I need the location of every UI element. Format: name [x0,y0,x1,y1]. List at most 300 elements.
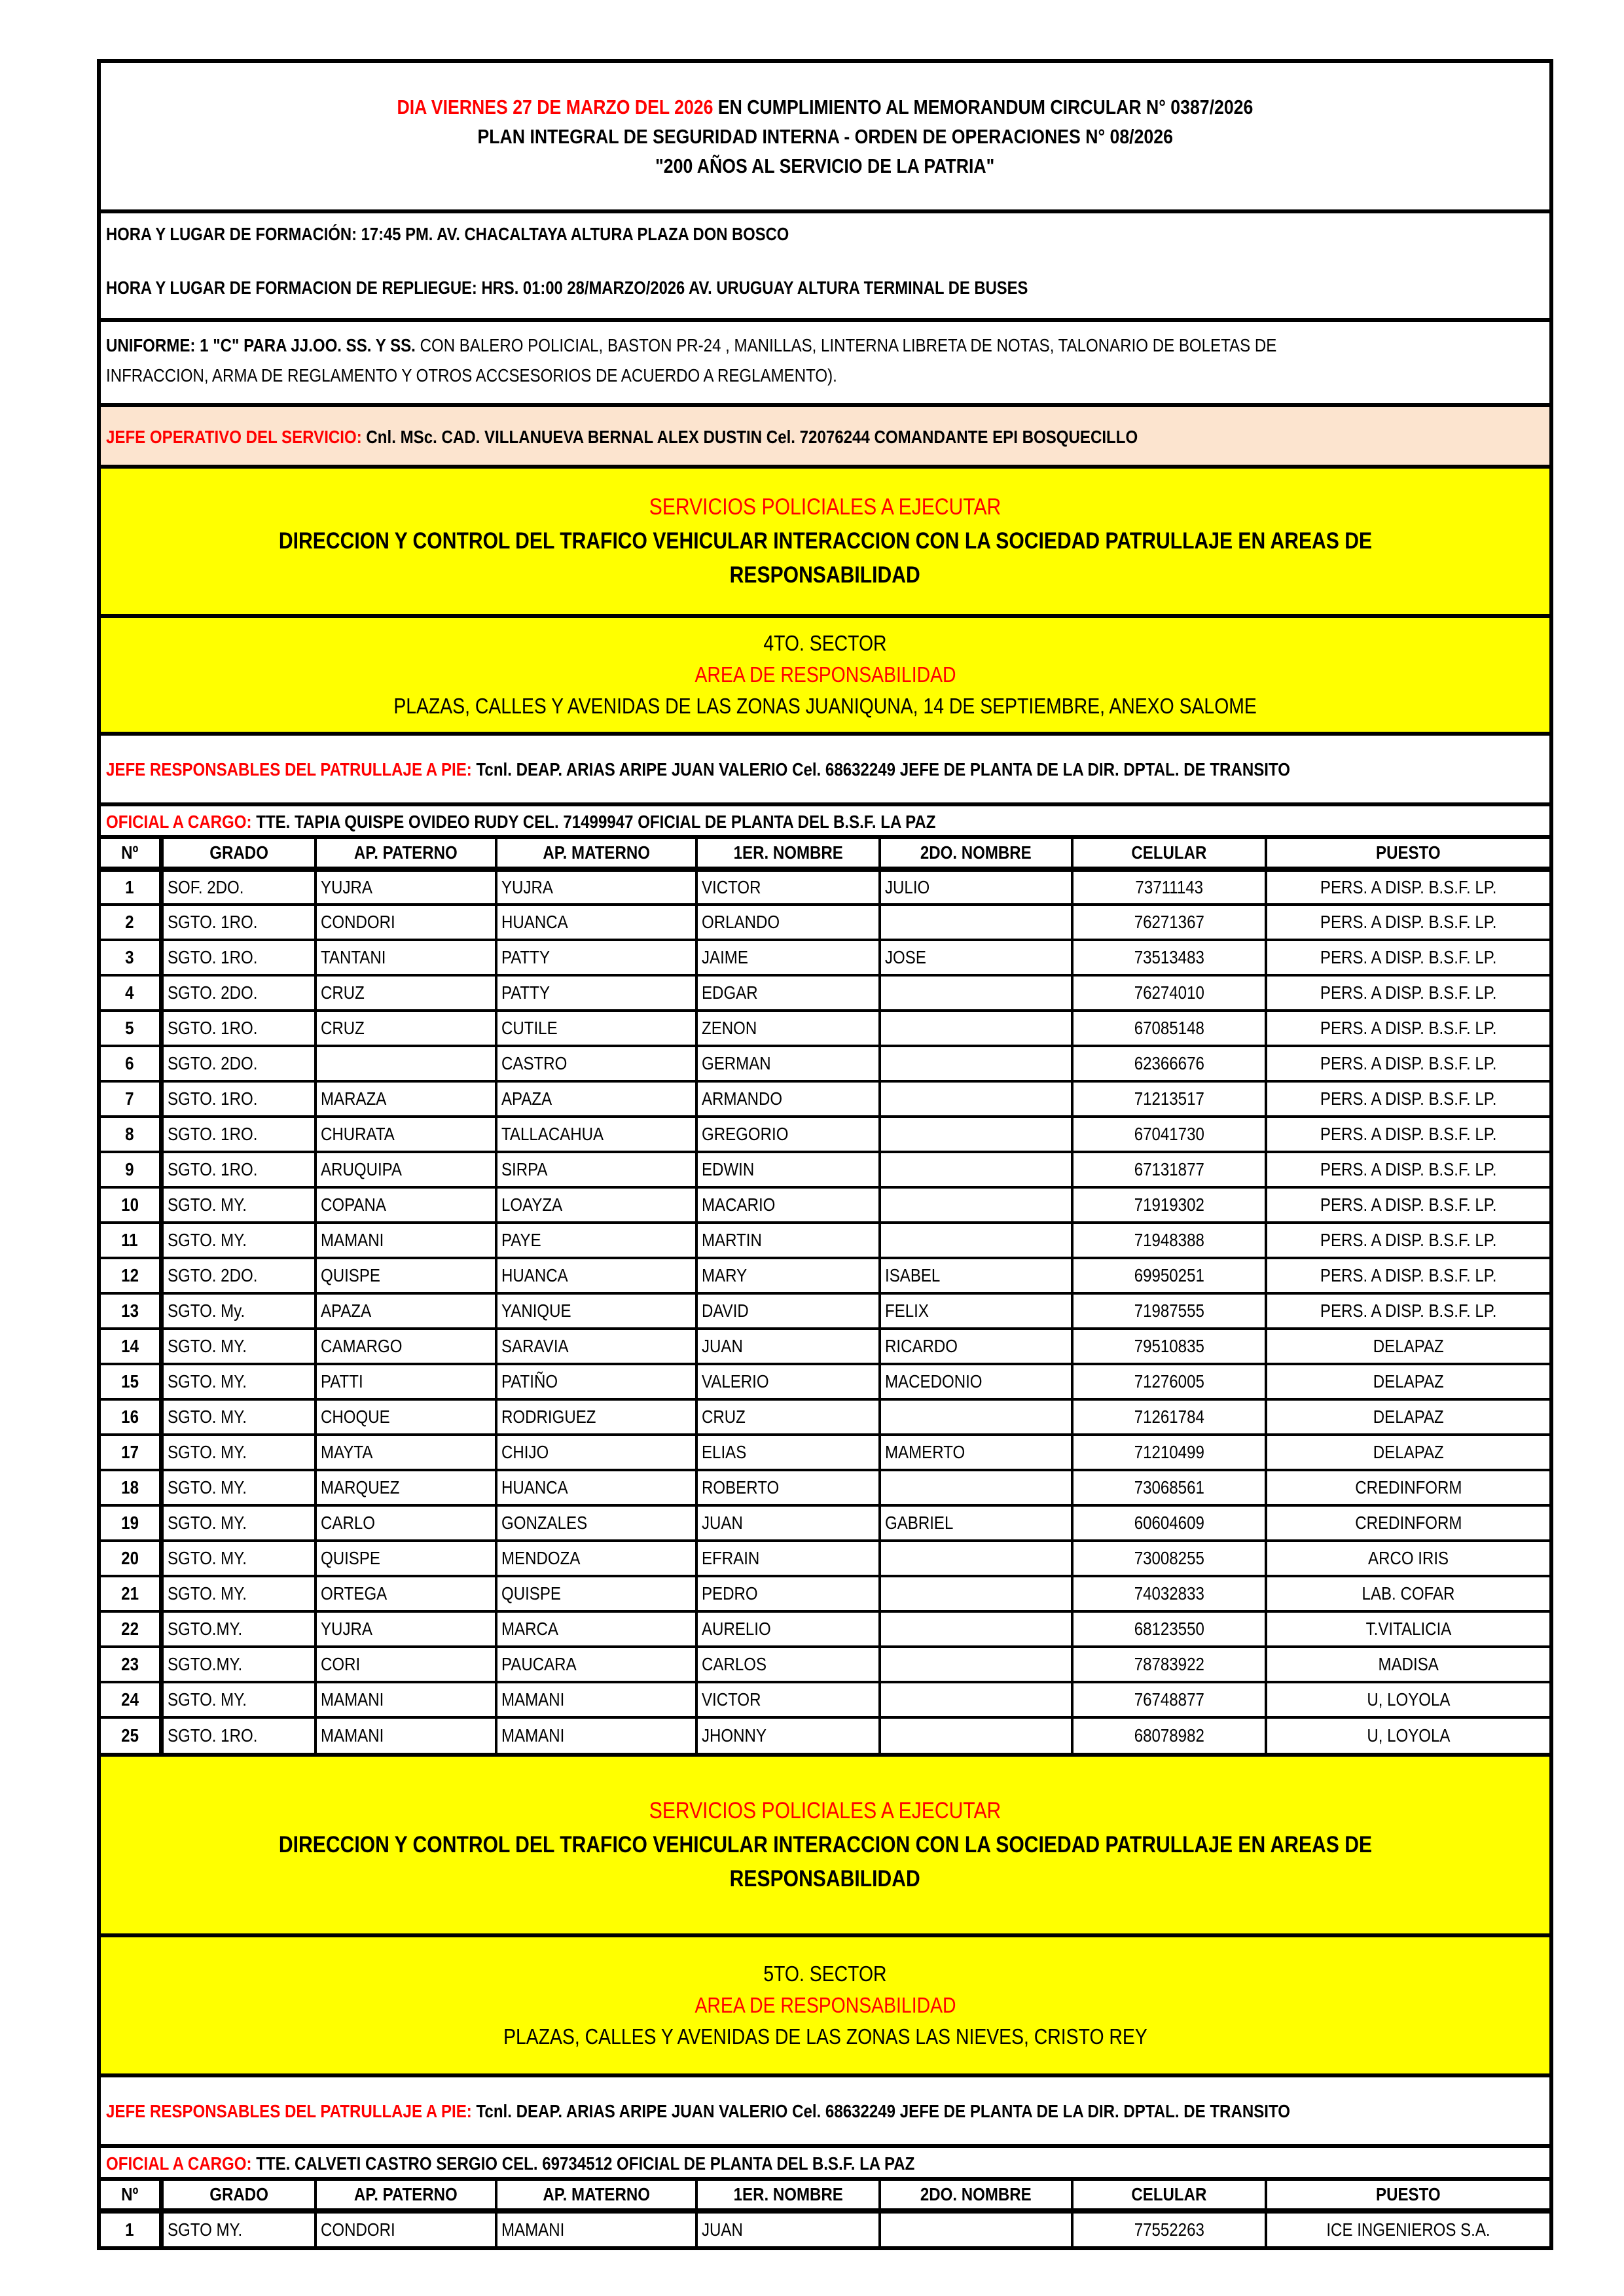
area-description: PLAZAS, CALLES Y AVENIDAS DE LAS ZONAS LAS NIEVES, CRISTO REY [503,2024,1147,2049]
cell-post: DELAPAZ [1266,1364,1549,1399]
header-date: DIA VIERNES 27 DE MARZO DEL 2026 [397,95,713,118]
cell-first-name: GERMAN [696,1046,880,1081]
operations-chief-label: JEFE OPERATIVO DEL SERVICIO: [106,427,362,447]
patrol-chief-2 [101,2077,1549,2148]
cell-phone: 71210499 [1072,1435,1266,1470]
table-row [101,1717,1549,1753]
operations-chief [101,407,1549,469]
cell-post: PERS. A DISP. B.S.F. LP. [1266,975,1549,1011]
services-title: SERVICIOS POLICIALES A EJECUTAR [649,1798,1001,1823]
column-header-grade [161,2181,316,2211]
cell-first-name: EDGAR [696,975,880,1011]
cell-grade: SGTO. 1RO. [161,940,316,975]
cell-row-number: 18 [101,1470,161,1505]
cell-maternal-surname: APAZA [496,1081,696,1117]
cell-post: PERS. A DISP. B.S.F. LP. [1266,1258,1549,1293]
cell-first-name: VICTOR [696,1682,880,1717]
cell-grade: SGTO. 1RO. [161,1081,316,1117]
cell-first-name: VALERIO [696,1364,880,1399]
cell-maternal-surname: PATTY [496,975,696,1011]
cell-grade: SGTO. MY. [161,1435,316,1470]
column-header-label: PUESTO [1376,2184,1441,2204]
officer-value: TTE. TAPIA QUISPE OVIDEO RUDY CEL. 71499947 OFICIAL DE PLANTA DEL B.S.F. LA PAZ [251,812,936,832]
sector-block-1 [101,618,1549,736]
cell-paternal-surname: PATTI [316,1364,496,1399]
table-row [101,1258,1549,1293]
cell-paternal-surname: YUJRA [316,1611,496,1647]
table-row [101,1541,1549,1576]
cell-phone: 73008255 [1072,1541,1266,1576]
column-header-label: 2DO. NOMBRE [920,842,1032,863]
cell-phone: 67041730 [1072,1117,1266,1152]
cell-first-name: CRUZ [696,1399,880,1435]
cell-paternal-surname [316,1046,496,1081]
officer-label: OFICIAL A CARGO: [106,2153,252,2174]
officer-value: TTE. CALVETI CASTRO SERGIO CEL. 69734512 OFICIAL DE PLANTA DEL B.S.F. LA PAZ [251,2153,915,2174]
cell-paternal-surname: MAMANI [316,1717,496,1753]
withdrawal-time-place: HORA Y LUGAR DE FORMACION DE REPLIEGUE: HRS. 01:00 28/MARZO/2026 AV. URUGUAY ALTURA TERMINAL DE BUSES [106,278,1028,298]
cell-maternal-surname: HUANCA [496,905,696,940]
officer-in-charge-2 [101,2148,1549,2181]
table-row [101,1329,1549,1364]
cell-paternal-surname: COPANA [316,1187,496,1223]
services-description-cont: RESPONSABILIDAD [729,562,921,588]
table-row [101,1223,1549,1258]
cell-second-name [880,1046,1072,1081]
header-motto: "200 AÑOS AL SERVICIO DE LA PATRIA" [655,154,995,177]
cell-maternal-surname: YUJRA [496,869,696,905]
cell-first-name: JUAN [696,1329,880,1364]
table-row [101,940,1549,975]
cell-first-name: DAVID [696,1293,880,1329]
column-header-first-name [696,2181,880,2211]
cell-maternal-surname: QUISPE [496,1576,696,1611]
column-header-maternal-surname [496,839,696,869]
cell-row-number: 17 [101,1435,161,1470]
cell-grade: SGTO. MY. [161,1505,316,1541]
table-row [101,2211,1549,2246]
cell-grade: SGTO MY. [161,2211,316,2246]
header-line-1 [397,92,1254,122]
cell-first-name: JUAN [696,1505,880,1541]
cell-paternal-surname: MAMANI [316,1682,496,1717]
cell-post: DELAPAZ [1266,1399,1549,1435]
cell-row-number: 2 [101,905,161,940]
cell-phone: 69950251 [1072,1258,1266,1293]
operations-order-sheet [97,59,1553,2250]
cell-second-name: FELIX [880,1293,1072,1329]
header-memorandum: EN CUMPLIMIENTO AL MEMORANDUM CIRCULAR N° 0387/2026 [713,95,1254,118]
operations-chief-value: Cnl. MSc. CAD. VILLANUEVA BERNAL ALEX DUSTIN Cel. 72076244 COMANDANTE EPI BOSQUECILLO [361,427,1138,447]
column-header-phone [1072,839,1266,869]
column-header-post [1266,2181,1549,2211]
column-header-post [1266,839,1549,869]
cell-grade: SOF. 2DO. [161,869,316,905]
cell-maternal-surname: GONZALES [496,1505,696,1541]
cell-paternal-surname: CHOQUE [316,1399,496,1435]
table-row [101,1399,1549,1435]
cell-second-name [880,1576,1072,1611]
table-row [101,1505,1549,1541]
cell-grade: SGTO. MY. [161,1329,316,1364]
cell-phone: 67131877 [1072,1152,1266,1187]
cell-phone: 76271367 [1072,905,1266,940]
cell-second-name: JOSE [880,940,1072,975]
cell-row-number: 25 [101,1717,161,1753]
cell-row-number: 1 [101,2211,161,2246]
cell-grade: SGTO. MY. [161,1541,316,1576]
uniform-desc-2: INFRACCION, ARMA DE REGLAMENTO Y OTROS ACCSESORIOS DE ACUERDO A REGLAMENTO). [106,365,837,386]
cell-grade: SGTO. MY. [161,1399,316,1435]
cell-maternal-surname: HUANCA [496,1258,696,1293]
cell-paternal-surname: CAMARGO [316,1329,496,1364]
cell-grade: SGTO. 1RO. [161,1117,316,1152]
cell-maternal-surname: LOAYZA [496,1187,696,1223]
cell-phone: 71919302 [1072,1187,1266,1223]
cell-paternal-surname: QUISPE [316,1258,496,1293]
cell-second-name [880,905,1072,940]
column-header-paternal-surname [316,839,496,869]
cell-row-number: 7 [101,1081,161,1117]
services-description-cont: RESPONSABILIDAD [729,1866,921,1892]
cell-row-number: 16 [101,1399,161,1435]
cell-phone: 78783922 [1072,1647,1266,1682]
column-header-grade [161,839,316,869]
cell-maternal-surname: MENDOZA [496,1541,696,1576]
cell-row-number: 24 [101,1682,161,1717]
cell-first-name: JUAN [696,2211,880,2246]
cell-second-name: MAMERTO [880,1435,1072,1470]
cell-second-name [880,2211,1072,2246]
cell-grade: SGTO. MY. [161,1364,316,1399]
cell-second-name [880,1399,1072,1435]
cell-row-number: 21 [101,1576,161,1611]
cell-post: PERS. A DISP. B.S.F. LP. [1266,1117,1549,1152]
cell-grade: SGTO. MY. [161,1576,316,1611]
cell-post: DELAPAZ [1266,1435,1549,1470]
column-header-maternal-surname [496,2181,696,2211]
table-row [101,975,1549,1011]
column-header-label: Nº [121,2184,139,2204]
column-header-label: PUESTO [1376,842,1441,863]
cell-paternal-surname: CONDORI [316,905,496,940]
cell-first-name: AURELIO [696,1611,880,1647]
cell-post: PERS. A DISP. B.S.F. LP. [1266,1187,1549,1223]
personnel-table [101,2181,1549,2246]
services-block-1 [101,469,1549,618]
uniform-label: UNIFORME: 1 "C" PARA JJ.OO. SS. Y SS. [106,335,416,355]
services-title: SERVICIOS POLICIALES A EJECUTAR [649,494,1001,520]
column-header-label: 1ER. NOMBRE [733,842,843,863]
cell-grade: SGTO. 2DO. [161,1258,316,1293]
cell-first-name: VICTOR [696,869,880,905]
cell-first-name: MARY [696,1258,880,1293]
table-row [101,905,1549,940]
cell-first-name: JAIME [696,940,880,975]
table-row [101,1576,1549,1611]
cell-phone: 71213517 [1072,1081,1266,1117]
cell-maternal-surname: MARCA [496,1611,696,1647]
cell-maternal-surname: RODRIGUEZ [496,1399,696,1435]
cell-phone: 73068561 [1072,1470,1266,1505]
column-header-label: Nº [121,842,139,863]
cell-paternal-surname: CHURATA [316,1117,496,1152]
column-header-label: GRADO [209,842,268,863]
cell-phone: 76748877 [1072,1682,1266,1717]
cell-second-name: JULIO [880,869,1072,905]
cell-post: PERS. A DISP. B.S.F. LP. [1266,940,1549,975]
cell-maternal-surname: CUTILE [496,1011,696,1046]
cell-paternal-surname: APAZA [316,1293,496,1329]
table-row [101,1647,1549,1682]
uniform-info [101,322,1549,407]
cell-post: U, LOYOLA [1266,1717,1549,1753]
table-row [101,1293,1549,1329]
cell-post: PERS. A DISP. B.S.F. LP. [1266,869,1549,905]
cell-row-number: 15 [101,1364,161,1399]
cell-post: ICE INGENIEROS S.A. [1266,2211,1549,2246]
cell-paternal-surname: TANTANI [316,940,496,975]
cell-second-name [880,1541,1072,1576]
cell-post: PERS. A DISP. B.S.F. LP. [1266,1011,1549,1046]
cell-second-name [880,1011,1072,1046]
cell-post: LAB. COFAR [1266,1576,1549,1611]
cell-maternal-surname: SIRPA [496,1152,696,1187]
cell-row-number: 10 [101,1187,161,1223]
cell-first-name: ZENON [696,1011,880,1046]
cell-post: MADISA [1266,1647,1549,1682]
table-row [101,1011,1549,1046]
table-row [101,1046,1549,1081]
cell-grade: SGTO. 1RO. [161,905,316,940]
cell-row-number: 6 [101,1046,161,1081]
sector-name: 4TO. SECTOR [763,631,887,655]
table-row [101,1611,1549,1647]
cell-row-number: 1 [101,869,161,905]
column-header-second-name [880,2181,1072,2211]
cell-maternal-surname: TALLACAHUA [496,1117,696,1152]
column-header-label: CELULAR [1131,842,1207,863]
cell-row-number: 5 [101,1011,161,1046]
cell-phone: 73711143 [1072,869,1266,905]
cell-phone: 67085148 [1072,1011,1266,1046]
table-header-row [101,2181,1549,2211]
personnel-table [101,839,1549,1753]
table-row [101,1117,1549,1152]
cell-paternal-surname: MAYTA [316,1435,496,1470]
cell-post: PERS. A DISP. B.S.F. LP. [1266,1152,1549,1187]
cell-post: CREDINFORM [1266,1505,1549,1541]
cell-second-name: ISABEL [880,1258,1072,1293]
cell-first-name: ROBERTO [696,1470,880,1505]
cell-paternal-surname: ARUQUIPA [316,1152,496,1187]
table-row [101,1682,1549,1717]
cell-paternal-surname: ORTEGA [316,1576,496,1611]
column-header-label: CELULAR [1131,2184,1207,2204]
cell-paternal-surname: CARLO [316,1505,496,1541]
column-header-phone [1072,2181,1266,2211]
area-description: PLAZAS, CALLES Y AVENIDAS DE LAS ZONAS JUANIQUNA, 14 DE SEPTIEMBRE, ANEXO SALOME [393,694,1257,718]
cell-second-name: RICARDO [880,1329,1072,1364]
cell-grade: SGTO. 2DO. [161,975,316,1011]
table-row [101,1081,1549,1117]
cell-maternal-surname: MAMANI [496,1717,696,1753]
cell-grade: SGTO. 1RO. [161,1011,316,1046]
cell-post: CREDINFORM [1266,1470,1549,1505]
cell-paternal-surname: QUISPE [316,1541,496,1576]
cell-phone: 77552263 [1072,2211,1266,2246]
cell-second-name [880,1187,1072,1223]
table-row [101,1187,1549,1223]
cell-grade: SGTO. 2DO. [161,1046,316,1081]
cell-row-number: 11 [101,1223,161,1258]
column-header-label: 1ER. NOMBRE [733,2184,843,2204]
cell-maternal-surname: MAMANI [496,2211,696,2246]
cell-maternal-surname: PATIÑO [496,1364,696,1399]
table-row [101,1435,1549,1470]
cell-paternal-surname: CRUZ [316,975,496,1011]
column-header-label: AP. MATERNO [543,842,650,863]
cell-second-name [880,1647,1072,1682]
personnel-table-1-wrap [101,839,1549,1757]
cell-phone: 71987555 [1072,1293,1266,1329]
cell-phone: 62366676 [1072,1046,1266,1081]
column-header-label: GRADO [209,2184,268,2204]
officer-in-charge-1 [101,806,1549,839]
cell-first-name: PEDRO [696,1576,880,1611]
services-description: DIRECCION Y CONTROL DEL TRAFICO VEHICULAR INTERACCION CON LA SOCIEDAD PATRULLAJE EN AREAS DE [278,1832,1372,1857]
sector-block-2 [101,1937,1549,2077]
cell-maternal-surname: PAYE [496,1223,696,1258]
column-header-label: AP. PATERNO [354,2184,458,2204]
cell-row-number: 9 [101,1152,161,1187]
cell-row-number: 13 [101,1293,161,1329]
table-row [101,1152,1549,1187]
cell-phone: 71261784 [1072,1399,1266,1435]
column-header-paternal-surname [316,2181,496,2211]
patrol-chief-label: JEFE RESPONSABLES DEL PATRULLAJE A PIE: [106,759,472,780]
cell-phone: 68078982 [1072,1717,1266,1753]
cell-phone: 71276005 [1072,1364,1266,1399]
sector-name: 5TO. SECTOR [763,1962,887,1986]
cell-post: PERS. A DISP. B.S.F. LP. [1266,1293,1549,1329]
patrol-chief-1 [101,736,1549,806]
cell-paternal-surname: CONDORI [316,2211,496,2246]
cell-grade: SGTO. MY. [161,1470,316,1505]
cell-second-name [880,1152,1072,1187]
table-row [101,869,1549,905]
cell-grade: SGTO.MY. [161,1611,316,1647]
cell-row-number: 3 [101,940,161,975]
cell-second-name: MACEDONIO [880,1364,1072,1399]
formation-info [101,213,1549,322]
cell-maternal-surname: MAMANI [496,1682,696,1717]
cell-second-name [880,1117,1072,1152]
cell-first-name: GREGORIO [696,1117,880,1152]
column-header-label: AP. MATERNO [543,2184,650,2204]
document-header [101,63,1549,213]
patrol-chief-value: Tcnl. DEAP. ARIAS ARIPE JUAN VALERIO Cel. 68632249 JEFE DE PLANTA DE LA DIR. DPTAL. DE TRANSITO [471,759,1290,780]
cell-row-number: 19 [101,1505,161,1541]
cell-maternal-surname: PATTY [496,940,696,975]
cell-second-name [880,1081,1072,1117]
column-header-second-name [880,839,1072,869]
cell-grade: SGTO. MY. [161,1187,316,1223]
cell-phone: 71948388 [1072,1223,1266,1258]
cell-paternal-surname: CRUZ [316,1011,496,1046]
cell-phone: 79510835 [1072,1329,1266,1364]
cell-post: U, LOYOLA [1266,1682,1549,1717]
table-header-row [101,839,1549,869]
cell-first-name: MACARIO [696,1187,880,1223]
column-header-first-name [696,839,880,869]
cell-first-name: CARLOS [696,1647,880,1682]
cell-maternal-surname: SARAVIA [496,1329,696,1364]
cell-first-name: JHONNY [696,1717,880,1753]
cell-phone: 60604609 [1072,1505,1266,1541]
cell-maternal-surname: CASTRO [496,1046,696,1081]
cell-first-name: EFRAIN [696,1541,880,1576]
cell-first-name: ELIAS [696,1435,880,1470]
cell-row-number: 4 [101,975,161,1011]
cell-phone: 73513483 [1072,940,1266,975]
cell-second-name: GABRIEL [880,1505,1072,1541]
table-row [101,1364,1549,1399]
cell-second-name [880,975,1072,1011]
patrol-chief-label: JEFE RESPONSABLES DEL PATRULLAJE A PIE: [106,2101,472,2121]
cell-grade: SGTO. 1RO. [161,1152,316,1187]
cell-paternal-surname: YUJRA [316,869,496,905]
cell-first-name: EDWIN [696,1152,880,1187]
cell-row-number: 12 [101,1258,161,1293]
column-header-label: 2DO. NOMBRE [920,2184,1032,2204]
cell-post: T.VITALICIA [1266,1611,1549,1647]
cell-grade: SGTO. My. [161,1293,316,1329]
cell-first-name: ARMANDO [696,1081,880,1117]
officer-label: OFICIAL A CARGO: [106,812,252,832]
personnel-table-2-wrap [101,2181,1549,2246]
patrol-chief-value: Tcnl. DEAP. ARIAS ARIPE JUAN VALERIO Cel. 68632249 JEFE DE PLANTA DE LA DIR. DPTAL. DE TRANSITO [471,2101,1290,2121]
cell-paternal-surname: MARQUEZ [316,1470,496,1505]
uniform-desc-1: CON BALERO POLICIAL, BASTON PR-24 , MANILLAS, LINTERNA LIBRETA DE NOTAS, TALONARIO DE BOLETAS DE [415,335,1277,355]
cell-second-name [880,1470,1072,1505]
header-plan: PLAN INTEGRAL DE SEGURIDAD INTERNA - ORDEN DE OPERACIONES N° 08/2026 [477,124,1173,148]
cell-grade: SGTO.MY. [161,1647,316,1682]
cell-paternal-surname: MAMANI [316,1223,496,1258]
column-header-row-number [101,839,161,869]
cell-post: DELAPAZ [1266,1329,1549,1364]
cell-post: PERS. A DISP. B.S.F. LP. [1266,1046,1549,1081]
cell-grade: SGTO. MY. [161,1223,316,1258]
area-label: AREA DE RESPONSABILIDAD [694,1993,956,2017]
cell-grade: SGTO. MY. [161,1682,316,1717]
cell-maternal-surname: YANIQUE [496,1293,696,1329]
cell-second-name [880,1223,1072,1258]
cell-row-number: 8 [101,1117,161,1152]
area-label: AREA DE RESPONSABILIDAD [694,662,956,687]
cell-maternal-surname: PAUCARA [496,1647,696,1682]
column-header-label: AP. PATERNO [354,842,458,863]
cell-second-name [880,1611,1072,1647]
cell-post: PERS. A DISP. B.S.F. LP. [1266,1081,1549,1117]
cell-paternal-surname: MARAZA [316,1081,496,1117]
formation-time-place: HORA Y LUGAR DE FORMACIÓN: 17:45 PM. AV. CHACALTAYA ALTURA PLAZA DON BOSCO [106,224,789,244]
cell-post: ARCO IRIS [1266,1541,1549,1576]
cell-first-name: MARTIN [696,1223,880,1258]
cell-row-number: 23 [101,1647,161,1682]
cell-phone: 76274010 [1072,975,1266,1011]
cell-row-number: 22 [101,1611,161,1647]
